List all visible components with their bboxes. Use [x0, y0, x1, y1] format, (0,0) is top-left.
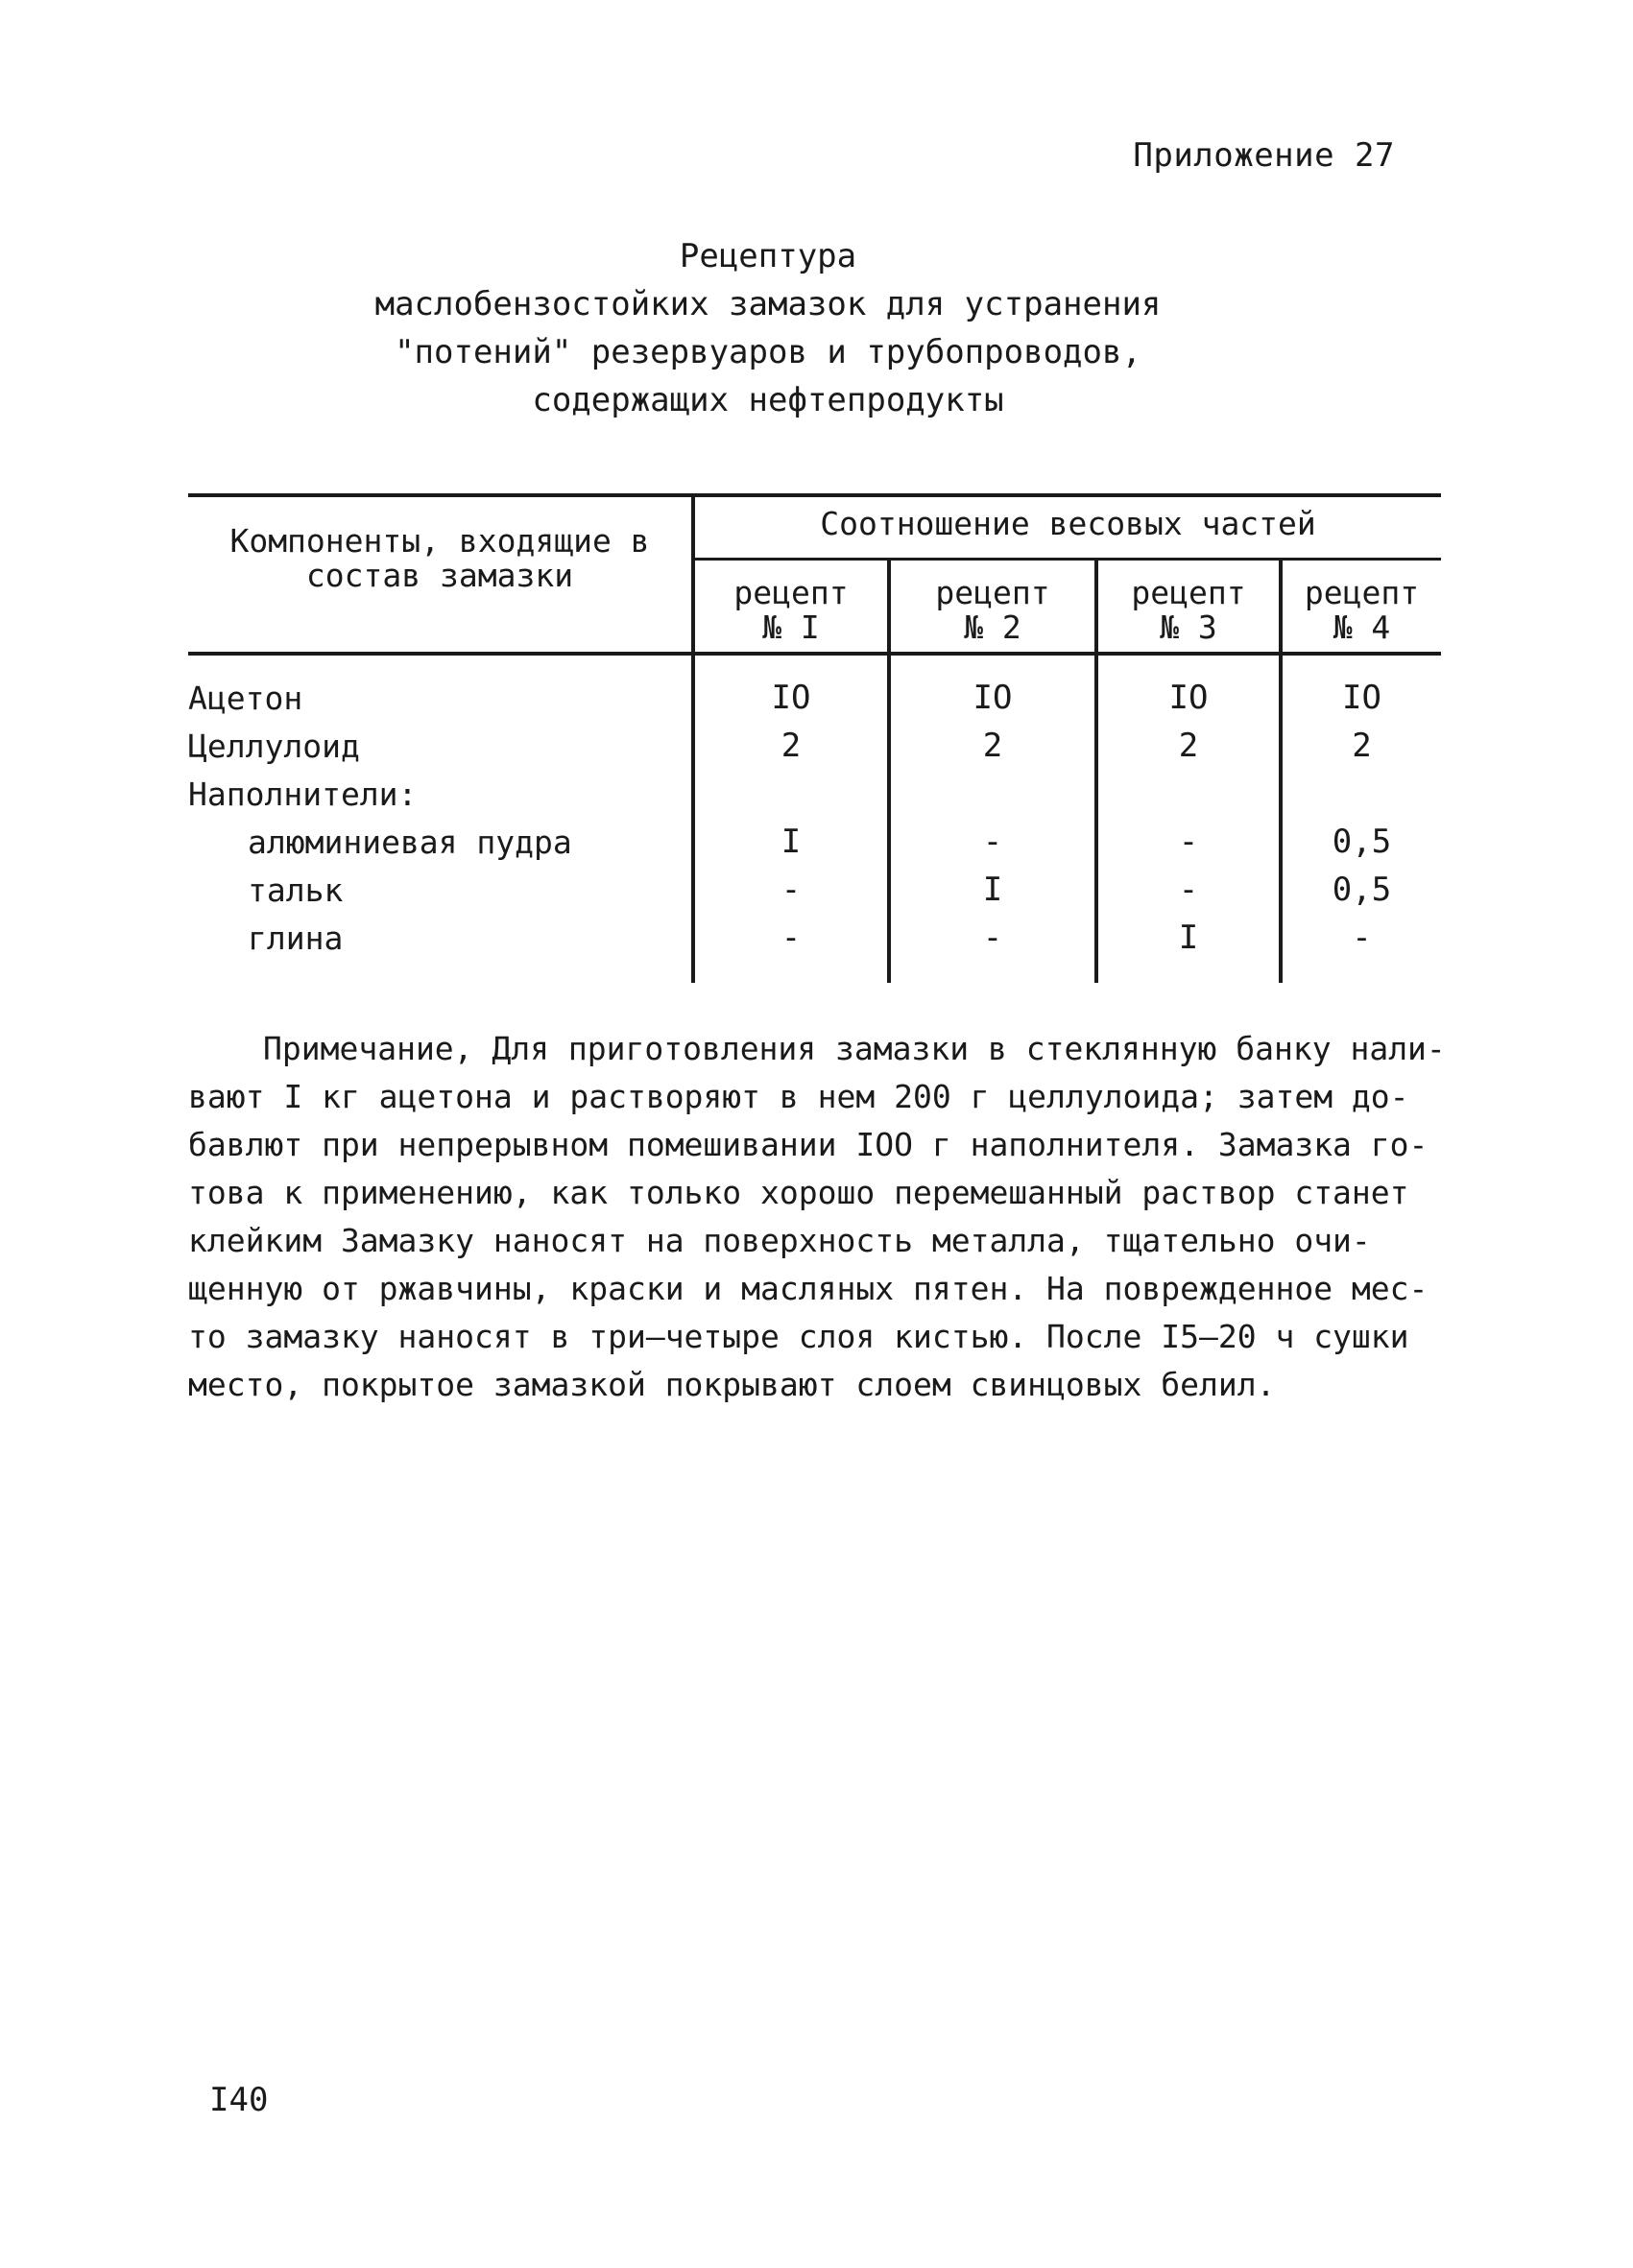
recipe-header-4-number: № 4 — [1333, 609, 1391, 646]
recipe-header-2-label: рецепт — [935, 574, 1050, 611]
recipe-header-2-number: № 2 — [964, 609, 1021, 646]
note-line-3: бавлют при непрерывном помешивании IOO г наполнителя. Замазка го- — [188, 1126, 1429, 1163]
table-row-label: Ацетон — [188, 680, 303, 717]
title-line-2: маслобензостойких замазок для устранения — [374, 285, 1162, 323]
component-header-line-1: Компоненты, входящие в — [229, 522, 650, 560]
title-line-4: содержащих нефтепродукты — [532, 381, 1004, 419]
note-line-6: щенную от ржавчины, краски и масляных пятен. На поврежденное мес- — [188, 1270, 1429, 1307]
table-cell: IO — [1342, 679, 1381, 717]
table-cell: - — [1178, 871, 1199, 909]
recipe-header-3-label: рецепт — [1131, 574, 1246, 611]
table-cell: IO — [1168, 679, 1209, 717]
note-line-8: место, покрытое замазкой покрывают слоем свинцовых белил. — [188, 1366, 1276, 1403]
note-line-4: това к применению, как только хорошо перемешанный раствор станет — [188, 1174, 1409, 1211]
recipe-header-3 — [1098, 576, 1279, 645]
table-cell: - — [780, 919, 802, 957]
component-header-line-2: состав замазки — [305, 557, 574, 594]
note-line-5: клейким Замазку наносят на поверхность металла, тщательно очи- — [188, 1222, 1371, 1259]
note-line-2: вают I кг ацетона и растворяют в нем 200 г целлулоида; затем до- — [188, 1078, 1409, 1115]
title-line-3: "потений" резервуаров и трубопроводов, — [395, 333, 1141, 371]
ratio-header-rule — [693, 558, 1441, 561]
table-row-label: глина — [248, 919, 344, 957]
table-row-label: Наполнители: — [188, 776, 418, 813]
title-line-1: Рецептура — [679, 237, 857, 275]
recipe-header-1 — [695, 576, 887, 645]
note-line-7: то замазку наносят в три–четыре слоя кистью. После I5–20 ч сушки — [188, 1318, 1409, 1355]
recipe-header-3-number: № 3 — [1160, 609, 1217, 646]
recipe-table — [188, 493, 1441, 983]
table-cell: I — [780, 823, 802, 861]
recipe-header-1-number: № I — [762, 609, 820, 646]
component-header — [188, 524, 691, 593]
table-row-label: алюминиевая пудра — [248, 824, 572, 861]
table-cell: - — [982, 919, 1003, 957]
table-cell: - — [1352, 919, 1372, 957]
table-top-rule — [188, 493, 1441, 497]
recipe-header-4 — [1283, 576, 1441, 645]
table-cell: - — [780, 871, 802, 909]
ratio-header: Соотношение весовых частей — [820, 505, 1316, 542]
table-cell: 2 — [1178, 727, 1199, 765]
page-number: I40 — [209, 2081, 269, 2119]
table-cell: 0,5 — [1332, 871, 1392, 909]
document-title — [288, 232, 1248, 424]
recipe-header-4-label: рецепт — [1304, 574, 1420, 611]
note-line-1: Примечание, Для приготовления замазки в стеклянную банку нали- — [263, 1030, 1446, 1067]
table-cell: - — [982, 823, 1003, 861]
table-cell: IO — [771, 679, 811, 717]
header-bottom-rule — [188, 652, 1441, 656]
table-cell: IO — [973, 679, 1013, 717]
recipe-header-1-label: рецепт — [733, 574, 849, 611]
table-cell: I — [982, 871, 1003, 909]
table-cell: - — [1178, 823, 1199, 861]
table-cell: 2 — [780, 727, 802, 765]
table-cell: 2 — [1352, 727, 1372, 765]
note-paragraph — [188, 1025, 1455, 1409]
appendix-label: Приложение 27 — [1133, 136, 1395, 175]
table-cell: I — [1178, 919, 1199, 957]
table-row-label: тальк — [248, 871, 344, 909]
table-cell: 2 — [982, 727, 1003, 765]
table-row-label: Целлулоид — [188, 728, 360, 765]
recipe-header-2 — [891, 576, 1094, 645]
table-cell: 0,5 — [1332, 823, 1392, 861]
